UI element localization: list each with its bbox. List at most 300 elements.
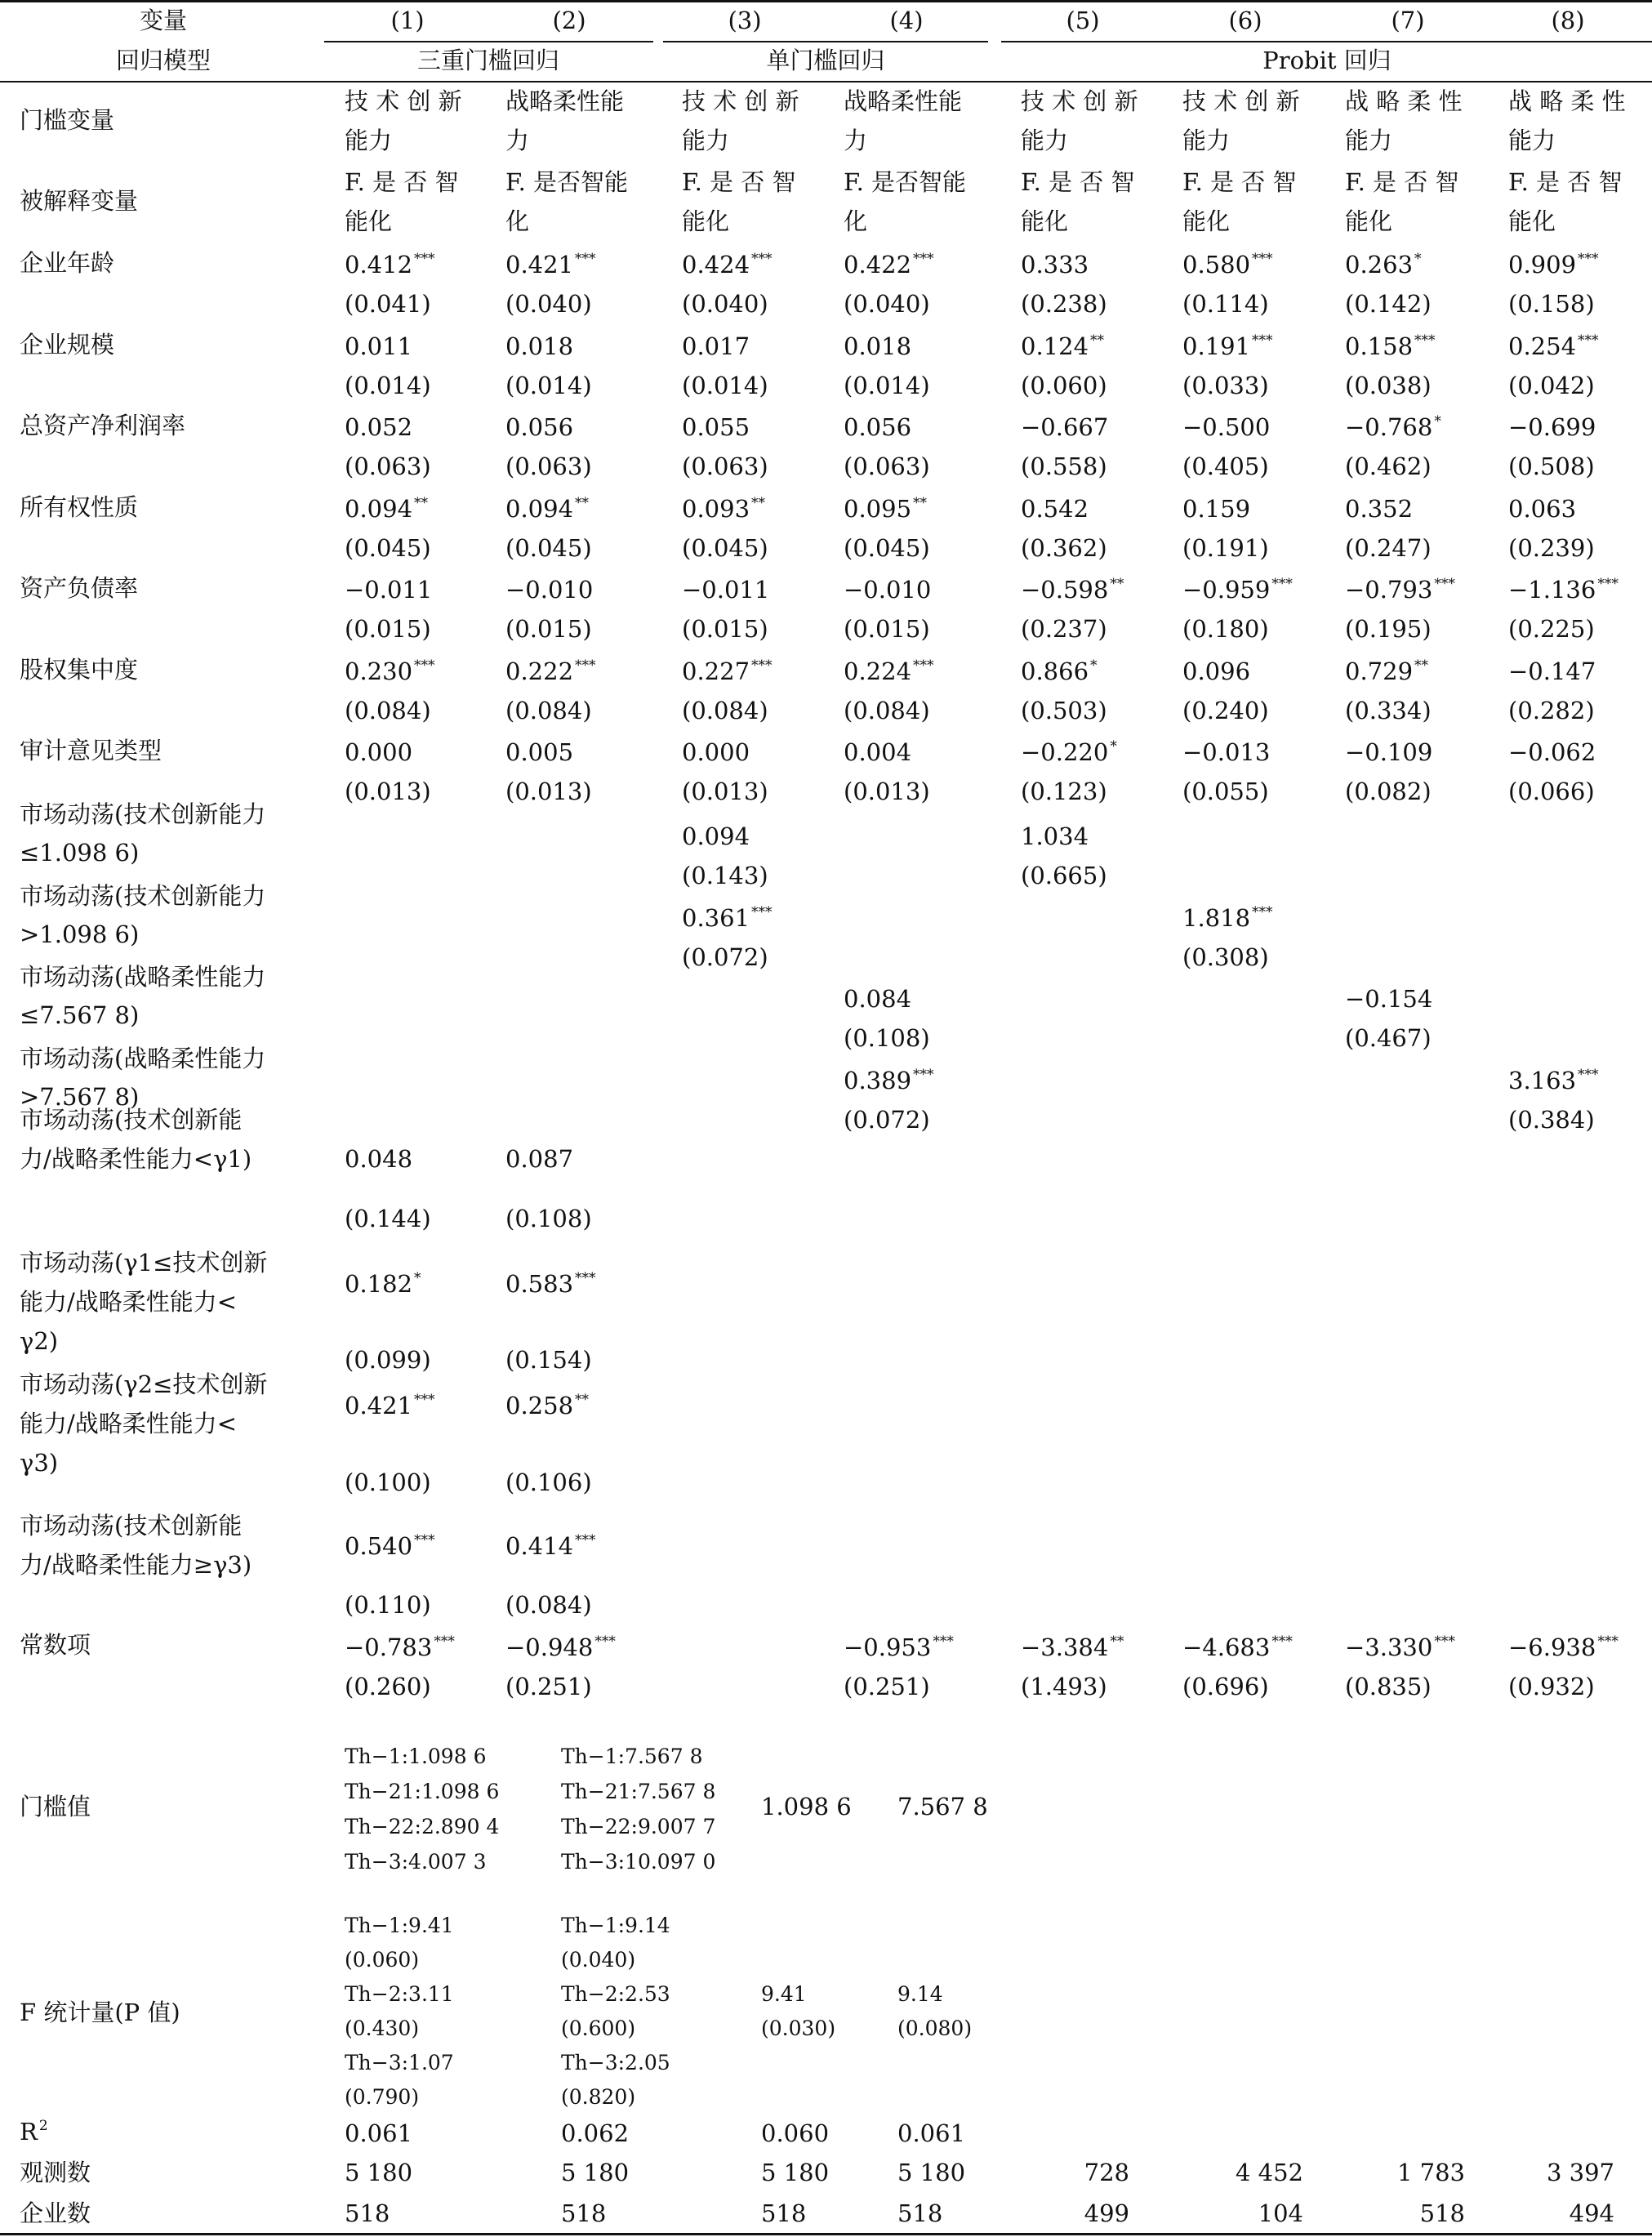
cell-text: (0.082) bbox=[1345, 778, 1432, 805]
coefficient bbox=[1021, 574, 1124, 605]
significance-stars: *** bbox=[434, 1633, 455, 1650]
cell-text: 0.052 bbox=[345, 413, 413, 441]
cell-text: F. 是 否 智 bbox=[1345, 168, 1459, 196]
cell-text: (0.334) bbox=[1345, 696, 1432, 724]
cell-text: (0.142) bbox=[1345, 290, 1432, 318]
cell-text: (0.467) bbox=[1345, 1024, 1432, 1052]
standard-error bbox=[345, 1467, 431, 1498]
cell-text: Th−2:3.11 bbox=[345, 1982, 454, 2006]
standard-error bbox=[345, 451, 431, 482]
standard-error bbox=[1182, 613, 1269, 644]
cell-text: 0.060 bbox=[761, 2119, 830, 2147]
standard-error bbox=[844, 288, 930, 319]
cell-text: 5 180 bbox=[761, 2159, 830, 2186]
coefficient bbox=[505, 656, 596, 687]
cell-text: (0.665) bbox=[1021, 862, 1107, 889]
significance-stars: ** bbox=[1110, 1633, 1124, 1650]
coefficient bbox=[1508, 1632, 1619, 1663]
cell-text: >7.567 8) bbox=[20, 1082, 140, 1111]
significance-stars: * bbox=[1110, 738, 1117, 755]
standard-error bbox=[1021, 695, 1107, 726]
cell-text: −0.062 bbox=[1508, 738, 1596, 766]
standard-error bbox=[505, 1589, 592, 1620]
standard-error bbox=[1021, 860, 1107, 891]
threshold-value bbox=[561, 1775, 715, 1809]
standard-error bbox=[345, 695, 431, 726]
significance-stars: * bbox=[1434, 413, 1441, 430]
standard-error bbox=[505, 1344, 592, 1375]
standard-error bbox=[1508, 1671, 1595, 1702]
cell-text: (6) bbox=[1228, 7, 1262, 34]
threshold-value bbox=[561, 1740, 702, 1774]
coefficient bbox=[505, 493, 589, 524]
observations-value bbox=[761, 2157, 829, 2188]
standard-error bbox=[844, 1023, 930, 1054]
header-variable bbox=[41, 5, 286, 36]
cell-text: 能化 bbox=[1182, 207, 1231, 235]
cell-text: −0.147 bbox=[1508, 657, 1596, 685]
threshold-variable-cell bbox=[345, 86, 462, 117]
significance-stars: *** bbox=[575, 1270, 596, 1286]
standard-error bbox=[682, 288, 768, 319]
significance-stars: ** bbox=[575, 494, 590, 511]
cell-text: (8) bbox=[1551, 7, 1585, 34]
cell-text: 能化 bbox=[1508, 207, 1556, 235]
cell-text: 战 略 柔 性 bbox=[1345, 87, 1463, 115]
coefficient bbox=[1508, 249, 1599, 280]
group-triple bbox=[366, 45, 611, 76]
cell-text: 5 180 bbox=[345, 2159, 413, 2186]
cell-text: 0.421 bbox=[345, 1392, 413, 1419]
cell-text: (0.015) bbox=[505, 615, 592, 643]
cell-text: 0.580 bbox=[1182, 251, 1251, 279]
cell-text: 0.583 bbox=[505, 1270, 574, 1298]
threshold-variable-cell bbox=[1345, 86, 1463, 117]
cell-text: (0.195) bbox=[1345, 615, 1432, 643]
f-statistic bbox=[345, 1977, 454, 2012]
f-statistic bbox=[345, 2012, 419, 2046]
coefficient bbox=[1021, 737, 1117, 768]
cell-text: Th−21:7.567 8 bbox=[561, 1780, 716, 1803]
cell-text: Probit 回归 bbox=[1262, 47, 1392, 74]
standard-error bbox=[345, 1344, 431, 1375]
coefficient bbox=[1508, 412, 1596, 443]
f-statistic bbox=[761, 2012, 835, 2046]
cell-text: 0.011 bbox=[345, 332, 413, 360]
standard-error bbox=[844, 613, 930, 644]
standard-error bbox=[1345, 1671, 1432, 1702]
dependent-variable-cell bbox=[505, 167, 628, 198]
triple-threshold-label bbox=[20, 1104, 242, 1135]
cell-text: (0.014) bbox=[345, 371, 431, 399]
cell-text: (0.015) bbox=[682, 615, 768, 643]
standard-error bbox=[844, 533, 930, 564]
cell-text: 0.055 bbox=[682, 413, 750, 441]
cell-text: (0.191) bbox=[1182, 533, 1269, 562]
cell-text: 0.224 bbox=[844, 657, 912, 685]
cell-text: 0.389 bbox=[844, 1066, 912, 1094]
significance-stars: *** bbox=[1271, 1633, 1293, 1650]
cell-text: (1.493) bbox=[1021, 1673, 1107, 1700]
cell-text: F. 是否智能 bbox=[844, 168, 967, 196]
cell-text: (0.014) bbox=[844, 371, 930, 399]
cell-text: −3.330 bbox=[1345, 1633, 1433, 1661]
cell-text: 518 bbox=[761, 2199, 807, 2227]
significance-stars: *** bbox=[594, 1633, 616, 1650]
bottom-rule bbox=[0, 2233, 1652, 2235]
cell-text: (0.508) bbox=[1508, 452, 1595, 480]
coefficient bbox=[682, 249, 773, 280]
significance-stars: *** bbox=[1597, 1633, 1619, 1650]
cell-text: 0.159 bbox=[1182, 494, 1251, 523]
significance-stars: * bbox=[1414, 251, 1422, 267]
cell-text: (0.084) bbox=[505, 1591, 592, 1619]
triple-threshold-label bbox=[20, 1447, 58, 1478]
significance-stars: *** bbox=[1434, 576, 1455, 592]
cell-text: −0.011 bbox=[345, 576, 433, 604]
coefficient bbox=[844, 656, 934, 687]
significance-stars: *** bbox=[751, 657, 773, 674]
significance-stars: *** bbox=[414, 251, 435, 267]
cell-text: 0.424 bbox=[682, 251, 750, 279]
coefficient bbox=[682, 331, 750, 362]
cell-text: (0.240) bbox=[1182, 696, 1269, 724]
cell-text: 0.063 bbox=[1508, 494, 1577, 523]
single-threshold-label bbox=[20, 880, 265, 911]
standard-error bbox=[505, 451, 592, 482]
cell-text: 728 bbox=[1084, 2159, 1129, 2186]
cell-text: 0.227 bbox=[682, 657, 750, 685]
triple-threshold-label bbox=[20, 1143, 252, 1174]
standard-error bbox=[345, 533, 431, 564]
r-squared-value bbox=[897, 2118, 965, 2149]
cell-text: (0.237) bbox=[1021, 615, 1107, 643]
coefficient bbox=[1345, 737, 1432, 768]
threshold-value bbox=[345, 1810, 499, 1844]
control-label bbox=[20, 410, 185, 441]
cell-text: 能化 bbox=[345, 207, 393, 235]
cell-text: 0.018 bbox=[844, 332, 912, 360]
standard-error bbox=[1182, 451, 1269, 482]
dependent-variable-label bbox=[20, 185, 138, 216]
cell-text: 518 bbox=[345, 2199, 390, 2227]
standard-error bbox=[1508, 288, 1595, 319]
standard-error bbox=[682, 533, 768, 564]
cell-text: 0.263 bbox=[1345, 251, 1414, 279]
coefficient bbox=[682, 821, 750, 852]
cell-text: 0.096 bbox=[1182, 657, 1251, 685]
cell-text: (0.072) bbox=[844, 1105, 930, 1134]
dependent-variable-cell bbox=[505, 206, 529, 237]
cell-text: −4.683 bbox=[1182, 1633, 1271, 1661]
threshold-variable-cell bbox=[1021, 86, 1138, 117]
r-squared-value bbox=[761, 2118, 829, 2149]
cell-text: (0.462) bbox=[1345, 452, 1432, 480]
significance-stars: ** bbox=[414, 494, 429, 511]
cell-text: 被解释变量 bbox=[20, 187, 139, 215]
f-statistic bbox=[345, 2046, 454, 2080]
cell-text: (4) bbox=[889, 7, 924, 34]
dependent-variable-cell bbox=[1508, 206, 1556, 237]
single-threshold-label bbox=[20, 919, 139, 950]
cell-text: Th−3:4.007 3 bbox=[345, 1850, 487, 1874]
cell-text: F. 是 否 智 bbox=[1508, 168, 1623, 196]
cell-text: 0.540 bbox=[345, 1532, 413, 1560]
f-statistic bbox=[561, 1943, 635, 1977]
coefficient bbox=[1508, 574, 1619, 605]
significance-stars: *** bbox=[913, 1066, 934, 1083]
coefficient bbox=[505, 331, 573, 362]
cell-text: (0.247) bbox=[1345, 533, 1432, 562]
standard-error bbox=[345, 288, 431, 319]
cell-text: (0.154) bbox=[505, 1346, 592, 1374]
threshold-value bbox=[345, 1740, 486, 1774]
cell-text: 0.542 bbox=[1021, 494, 1089, 523]
cell-text: 力 bbox=[844, 127, 868, 154]
cell-text: (0.040) bbox=[505, 290, 592, 318]
cell-text: −0.959 bbox=[1182, 576, 1271, 604]
coefficient bbox=[345, 1268, 421, 1299]
cell-text: (0.558) bbox=[1021, 452, 1107, 480]
standard-error bbox=[1021, 1671, 1107, 1702]
significance-stars: *** bbox=[933, 1633, 954, 1650]
cell-text: 市场动荡(技术创新能力 bbox=[20, 881, 266, 910]
cell-text: 0.093 bbox=[682, 494, 750, 523]
cell-text: 0.158 bbox=[1345, 332, 1414, 360]
threshold-variable-cell bbox=[505, 86, 624, 117]
cell-text: (0.015) bbox=[345, 615, 431, 643]
cell-text: 市场动荡(技术创新能力 bbox=[20, 800, 266, 828]
cell-text: 0.866 bbox=[1021, 657, 1089, 685]
cell-text: (0.106) bbox=[505, 1468, 592, 1496]
cell-text: 0.414 bbox=[505, 1532, 574, 1560]
coefficient bbox=[1345, 574, 1455, 605]
coefficient bbox=[345, 737, 412, 768]
cell-text: 0.421 bbox=[505, 251, 574, 279]
cell-text: −0.953 bbox=[844, 1633, 932, 1661]
cell-text: (0.060) bbox=[345, 1948, 420, 1972]
coefficient bbox=[345, 1632, 455, 1663]
standard-error bbox=[682, 860, 768, 891]
cell-text: (0.040) bbox=[561, 1948, 636, 1972]
cell-text: 能力 bbox=[1021, 127, 1069, 154]
cell-text: (0.014) bbox=[682, 371, 768, 399]
standard-error bbox=[345, 1671, 431, 1702]
cell-text: 能化 bbox=[1021, 207, 1069, 235]
coefficient bbox=[1182, 249, 1273, 280]
dependent-variable-cell bbox=[682, 206, 729, 237]
cell-text: 企业年龄 bbox=[20, 249, 115, 277]
cell-text: 494 bbox=[1569, 2199, 1614, 2227]
cell-text: >1.098 6) bbox=[20, 920, 140, 948]
threshold-variable-cell bbox=[1182, 86, 1300, 117]
group-single bbox=[703, 45, 948, 76]
standard-error bbox=[1508, 776, 1595, 807]
cell-text: 5 180 bbox=[897, 2159, 966, 2186]
cell-text: (0.932) bbox=[1508, 1673, 1595, 1700]
cell-text: (0.066) bbox=[1508, 778, 1595, 805]
firms-value bbox=[761, 2198, 806, 2229]
firms-value bbox=[345, 2198, 390, 2229]
coefficient bbox=[345, 574, 432, 605]
coefficient bbox=[345, 656, 435, 687]
cell-text: 能力/战略柔性能力< bbox=[20, 1410, 238, 1437]
coefficient bbox=[345, 1143, 412, 1174]
cell-text: 力/战略柔性能力<γ1) bbox=[20, 1145, 252, 1173]
cell-text: 回归模型 bbox=[115, 47, 211, 74]
threshold-value bbox=[345, 1775, 499, 1809]
threshold-variable-cell bbox=[1021, 125, 1068, 156]
significance-stars: ** bbox=[913, 494, 928, 511]
cell-text: Th−22:2.890 4 bbox=[345, 1815, 500, 1838]
standard-error bbox=[505, 776, 592, 807]
cell-text: (0.030) bbox=[761, 2016, 836, 2040]
cell-text: (0.790) bbox=[345, 2085, 420, 2109]
coefficient bbox=[844, 574, 931, 605]
triple-threshold-label bbox=[20, 1408, 237, 1439]
cell-text: (0.038) bbox=[1345, 371, 1432, 399]
coefficient bbox=[505, 249, 596, 280]
cell-text: 0.048 bbox=[345, 1145, 413, 1173]
cell-text: Th−3:2.05 bbox=[561, 2051, 670, 2074]
coefficient bbox=[1345, 656, 1428, 687]
coefficient bbox=[1508, 493, 1576, 524]
cell-text: 市场动荡(γ2≤技术创新 bbox=[20, 1370, 268, 1398]
coefficient bbox=[682, 902, 773, 934]
standard-error bbox=[1182, 288, 1269, 319]
coefficient bbox=[682, 412, 750, 443]
cell-text: γ3) bbox=[20, 1449, 59, 1477]
cell-text: (0.084) bbox=[505, 696, 592, 724]
f-statistic bbox=[561, 2012, 635, 2046]
cell-text: 0.094 bbox=[682, 822, 750, 850]
cell-text: (0.013) bbox=[345, 778, 431, 805]
triple-threshold-label bbox=[20, 1369, 267, 1400]
dependent-variable-cell bbox=[1182, 206, 1230, 237]
cell-text: (0.015) bbox=[844, 615, 930, 643]
cell-text: 能力 bbox=[682, 127, 730, 154]
cell-text: 技 术 创 新 bbox=[1021, 87, 1138, 115]
cell-text: F. 是 否 智 bbox=[1182, 168, 1297, 196]
standard-error bbox=[505, 533, 592, 564]
standard-error bbox=[505, 288, 592, 319]
threshold-variable-cell bbox=[1345, 125, 1392, 156]
cell-text: 能化 bbox=[682, 207, 730, 235]
coefficient bbox=[1021, 821, 1089, 852]
cell-text: 战略柔性能 bbox=[505, 87, 625, 115]
dependent-variable-cell bbox=[844, 206, 867, 237]
coefficient bbox=[345, 1390, 435, 1421]
coefficient bbox=[1182, 902, 1273, 934]
cell-text: 市场动荡(技术创新能 bbox=[20, 1512, 243, 1540]
constant-label bbox=[20, 1629, 91, 1660]
standard-error bbox=[1021, 533, 1107, 564]
standard-error bbox=[844, 370, 930, 401]
cell-text: (0.100) bbox=[345, 1468, 431, 1496]
cell-text: −0.598 bbox=[1021, 576, 1109, 604]
cell-text: γ2) bbox=[20, 1327, 59, 1355]
standard-error bbox=[1508, 1104, 1595, 1135]
dependent-variable-cell bbox=[1508, 167, 1622, 198]
standard-error bbox=[1182, 1671, 1269, 1702]
significance-stars: ** bbox=[1414, 657, 1429, 674]
dependent-variable-cell bbox=[682, 167, 795, 198]
triple-threshold-label bbox=[20, 1326, 58, 1357]
cell-text: 能力 bbox=[1345, 127, 1393, 154]
standard-error bbox=[1182, 370, 1269, 401]
threshold-variable-cell bbox=[1508, 125, 1556, 156]
cell-text: 0.056 bbox=[844, 413, 912, 441]
cell-text: 化 bbox=[505, 207, 530, 235]
significance-stars: *** bbox=[575, 1532, 596, 1549]
cell-text: 战略柔性能 bbox=[844, 87, 963, 115]
cell-text: (0.040) bbox=[844, 290, 930, 318]
control-label bbox=[20, 735, 162, 766]
threshold-value bbox=[561, 1810, 715, 1844]
cell-text: 104 bbox=[1258, 2199, 1303, 2227]
cell-text: (0.041) bbox=[345, 290, 431, 318]
cell-text: 0.061 bbox=[897, 2119, 966, 2147]
group-rule-probit bbox=[1001, 41, 1652, 42]
cell-text: 3.163 bbox=[1508, 1066, 1577, 1094]
coefficient bbox=[844, 737, 911, 768]
dependent-variable-cell bbox=[1345, 206, 1392, 237]
cell-text: −0.667 bbox=[1021, 413, 1109, 441]
cell-text: 0.124 bbox=[1021, 332, 1089, 360]
r-squared-label bbox=[20, 2116, 48, 2147]
coefficient bbox=[1345, 983, 1432, 1014]
standard-error bbox=[844, 1671, 930, 1702]
standard-error bbox=[345, 776, 431, 807]
single-threshold-label bbox=[20, 1000, 139, 1031]
cell-text: (0.084) bbox=[345, 696, 431, 724]
cell-text: (0.108) bbox=[505, 1205, 592, 1232]
threshold-value bbox=[897, 1791, 988, 1822]
cell-text: (0.180) bbox=[1182, 615, 1269, 643]
standard-error bbox=[345, 613, 431, 644]
cell-text: 0.018 bbox=[505, 332, 574, 360]
standard-error bbox=[1508, 451, 1595, 482]
significance-stars: ** bbox=[751, 494, 766, 511]
cell-text: 0.222 bbox=[505, 657, 574, 685]
standard-error bbox=[1345, 613, 1432, 644]
significance-stars: *** bbox=[1597, 576, 1619, 592]
coefficient bbox=[844, 249, 934, 280]
cell-text: 4 452 bbox=[1235, 2159, 1303, 2186]
cell-text: 审计意见类型 bbox=[20, 737, 163, 764]
significance-stars: *** bbox=[575, 251, 596, 267]
column-number bbox=[1445, 5, 1652, 36]
cell-text: 能力 bbox=[345, 127, 393, 154]
observations-value bbox=[345, 2157, 412, 2188]
standard-error bbox=[1345, 776, 1432, 807]
coefficient bbox=[844, 983, 911, 1014]
coefficient bbox=[345, 412, 412, 443]
cell-text: (0.144) bbox=[345, 1205, 431, 1232]
cell-text: 0.061 bbox=[345, 2119, 413, 2147]
cell-text: (0.251) bbox=[844, 1673, 930, 1700]
standard-error bbox=[1508, 695, 1595, 726]
cell-text: −0.010 bbox=[505, 576, 594, 604]
dependent-variable-cell bbox=[345, 206, 392, 237]
cell-text: 0.000 bbox=[682, 738, 750, 766]
triple-threshold-label bbox=[20, 1510, 242, 1541]
cell-text: F. 是否智能 bbox=[505, 168, 629, 196]
coefficient bbox=[1345, 493, 1413, 524]
standard-error bbox=[345, 1589, 431, 1620]
cell-text: (0.225) bbox=[1508, 615, 1595, 643]
standard-error bbox=[1508, 533, 1595, 564]
